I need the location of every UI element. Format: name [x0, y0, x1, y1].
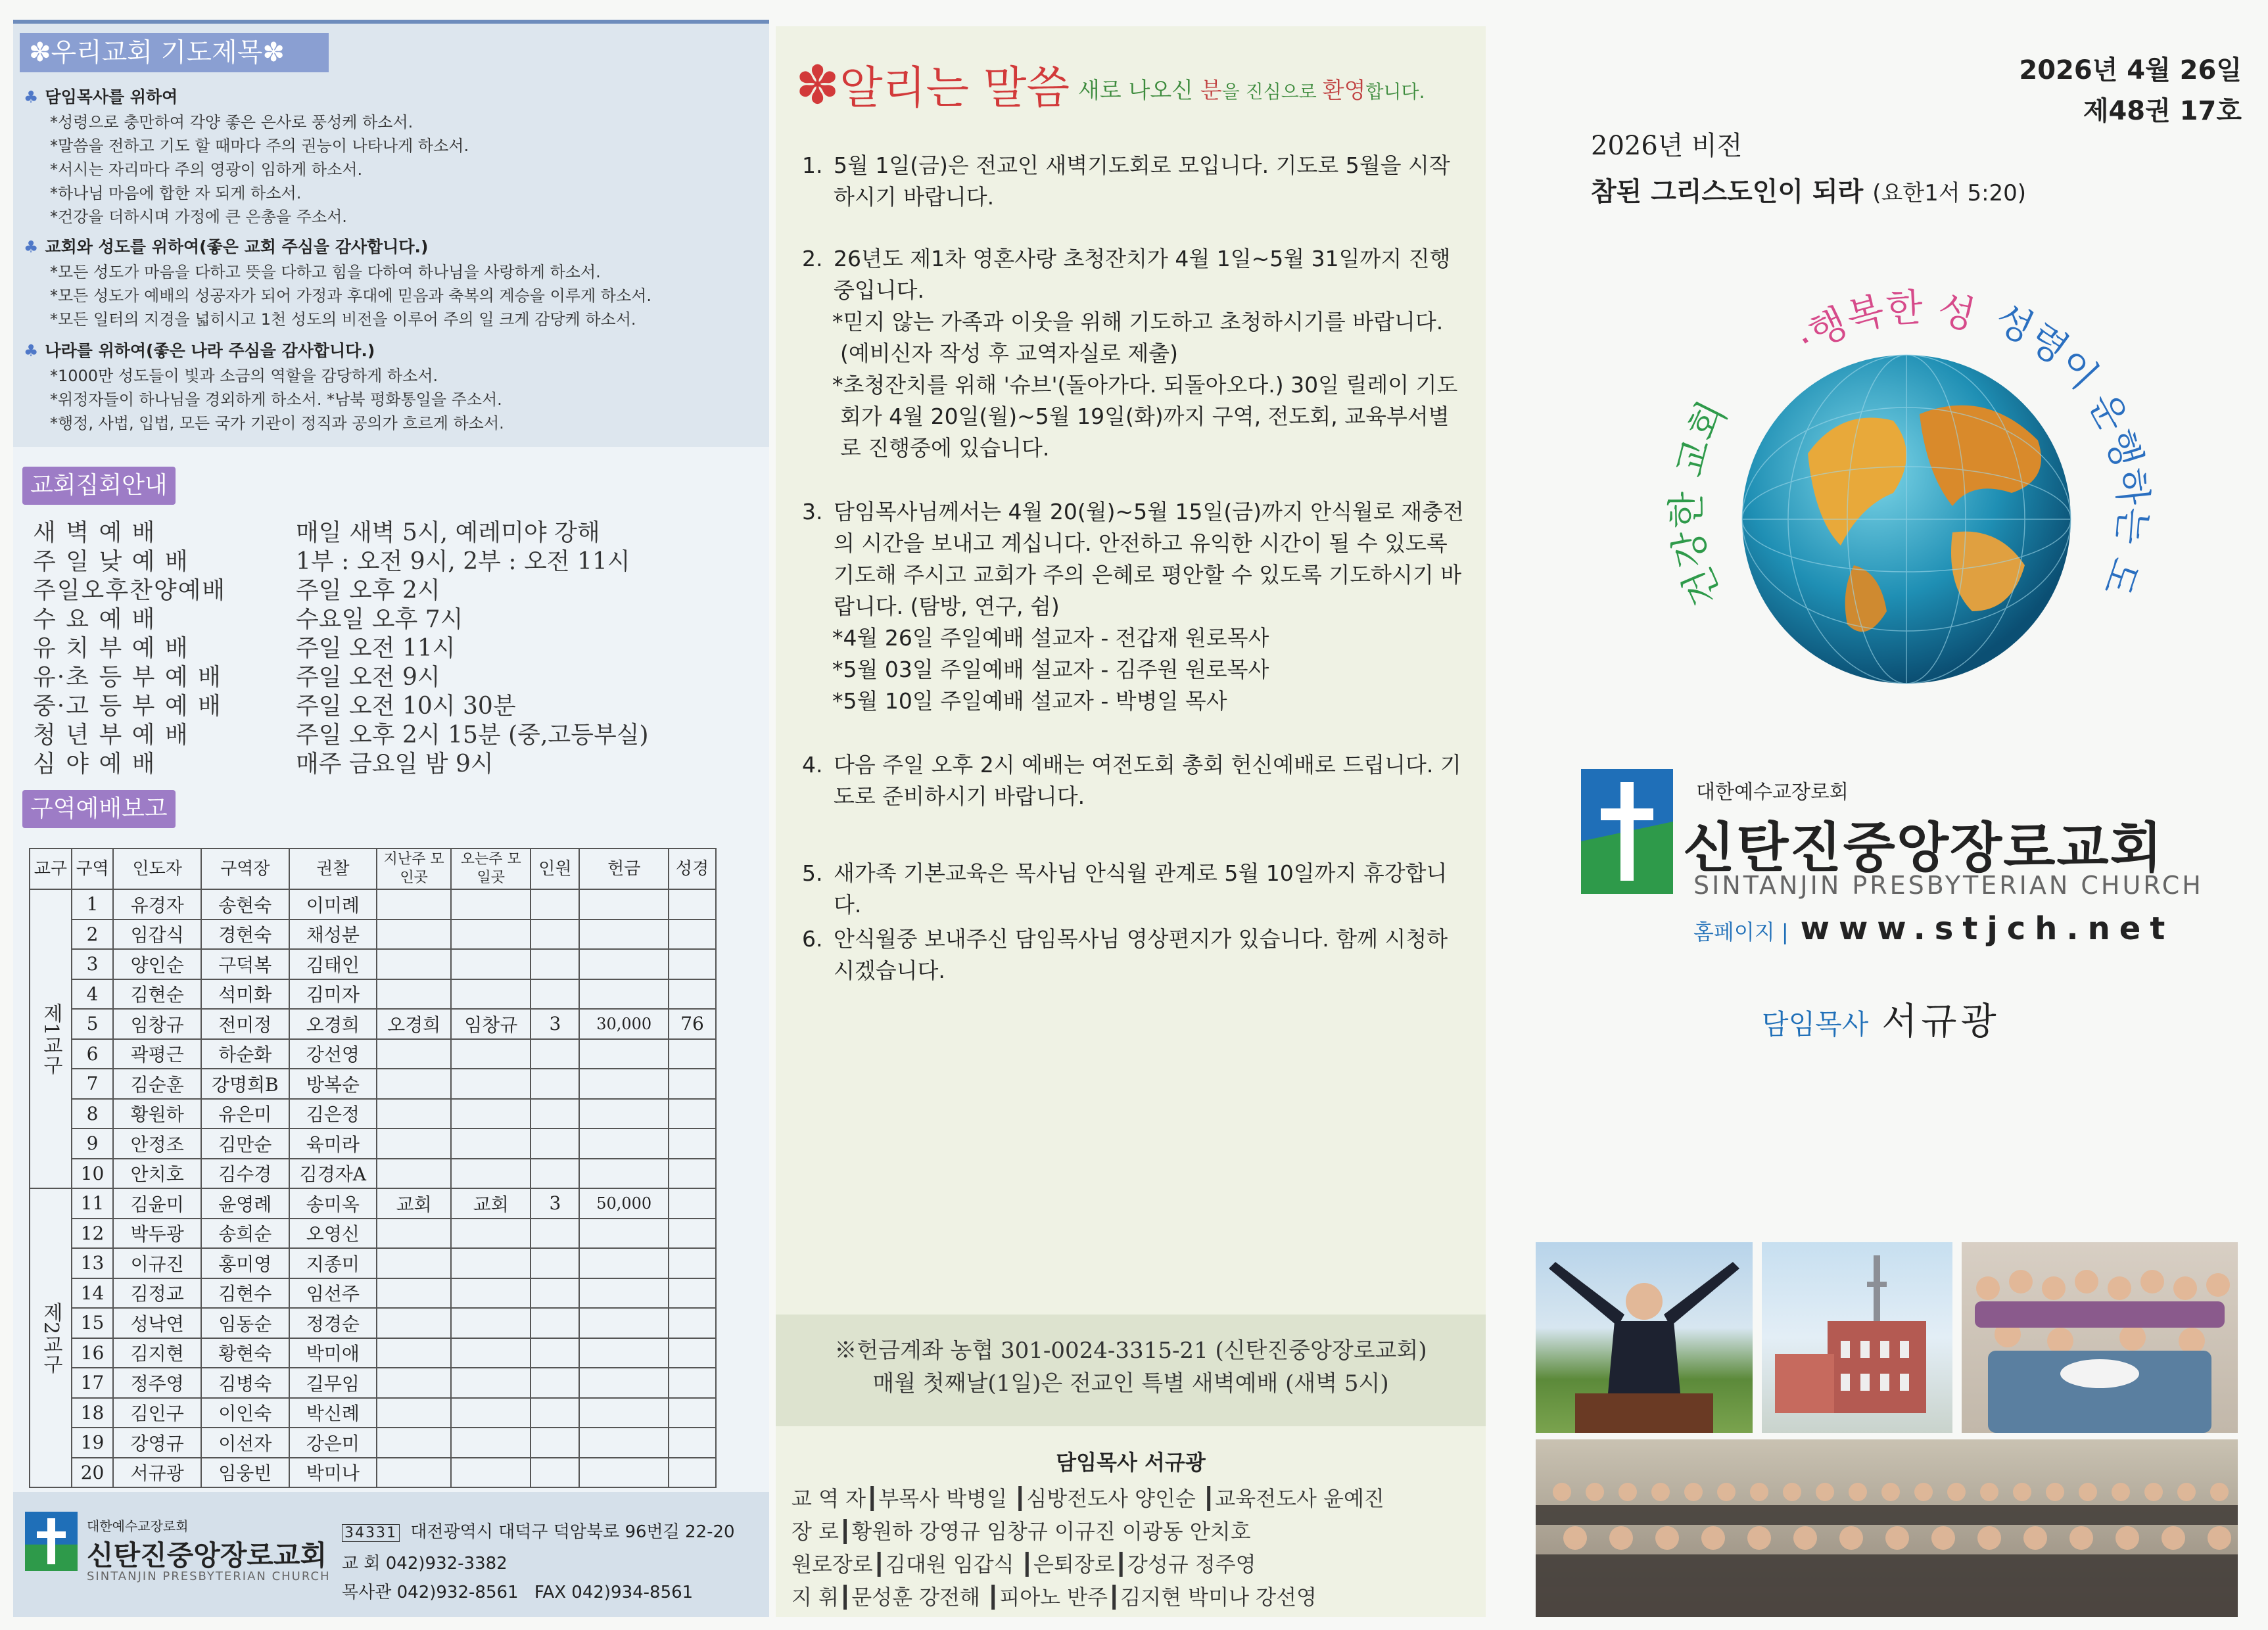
footer-church-name: 신탄진중앙장로교회 — [87, 1539, 327, 1572]
table-cell: 김수경 — [201, 1159, 289, 1189]
table-cell: 20 — [72, 1458, 114, 1488]
table-cell — [669, 1069, 716, 1099]
schedule-row: 새 벽 예 배 매일 새벽 5시, 예레미야 강해 — [33, 519, 600, 546]
table-cell: 정경순 — [289, 1308, 377, 1338]
col-header: 교구 — [30, 849, 72, 889]
table-cell: 임웅빈 — [201, 1458, 289, 1488]
table-cell: 30,000 — [579, 1009, 669, 1039]
table-cell — [377, 949, 451, 979]
homepage-link[interactable]: 홈페이지 | www.stjch.net — [1693, 910, 2175, 947]
table-cell: 하순화 — [201, 1039, 289, 1069]
table-cell — [451, 1069, 531, 1099]
table-cell — [579, 949, 669, 979]
table-cell — [579, 1368, 669, 1398]
staff-row: 원로장로┃김대원 임갑식 ┃은퇴장로┃강성규 정주영 — [791, 1552, 1256, 1577]
table-cell: 6 — [72, 1039, 114, 1069]
prayer-line: *모든 성도가 마음을 다하고 뜻을 다하고 힘을 다하여 하나님을 사랑하게 하소서. — [50, 263, 601, 281]
table-cell — [377, 1219, 451, 1249]
district-report-table — [29, 848, 717, 1488]
table-cell — [451, 1428, 531, 1458]
table-cell — [579, 1069, 669, 1099]
table-cell: 교회 — [377, 1188, 451, 1219]
table-cell — [531, 1219, 579, 1249]
table-cell: 50,000 — [579, 1188, 669, 1219]
table-cell — [377, 1308, 451, 1338]
table-cell: 안정조 — [113, 1129, 201, 1159]
table-cell: 김만순 — [201, 1129, 289, 1159]
prayer-line: *하나님 마음에 합한 자 되게 하소서. — [50, 184, 302, 202]
prayer-line: *성령으로 충만하여 각양 좋은 은사로 풍성케 하소서. — [50, 113, 413, 131]
table-cell — [579, 1398, 669, 1428]
staff-row: 장 로┃황원하 강영규 임창규 이규진 이광동 안치호 — [791, 1519, 1251, 1544]
table-cell — [669, 1338, 716, 1368]
table-cell — [531, 1338, 579, 1368]
table-cell — [579, 1219, 669, 1249]
col-header: 구역장 — [201, 849, 289, 889]
staff-row: 지 휘┃문성훈 강전해 ┃피아노 반주┃김지현 박미나 강선영 — [791, 1585, 1317, 1610]
prayer-line: *모든 일터의 지경을 넓히시고 1천 성도의 비전을 이루어 주의 일 크게 감당케 하소서. — [50, 310, 636, 329]
table-row — [30, 1129, 716, 1159]
table-cell — [579, 1308, 669, 1338]
table-cell — [579, 1039, 669, 1069]
table-cell: 성낙연 — [113, 1308, 201, 1338]
prayer-line: *말씀을 전하고 기도 할 때마다 주의 권능이 나타나게 하소서. — [50, 137, 469, 155]
table-row — [30, 1248, 716, 1278]
table-cell — [669, 949, 716, 979]
col-header: 헌금 — [579, 849, 669, 889]
table-cell — [377, 1428, 451, 1458]
table-body — [30, 889, 716, 1487]
table-cell: 2 — [72, 920, 114, 950]
table-cell: 이규진 — [113, 1248, 201, 1278]
table-cell: 황원하 — [113, 1099, 201, 1129]
table-row — [30, 1308, 716, 1338]
asterisk-icon: ✽ — [795, 55, 840, 116]
table-cell: 구덕복 — [201, 949, 289, 979]
table-cell — [669, 889, 716, 920]
table-cell — [451, 979, 531, 1010]
schedule-row: 유·초 등 부 예 배 주일 오전 9시 — [33, 664, 440, 691]
worship-service-photo — [1536, 1439, 2238, 1617]
table-cell — [579, 1099, 669, 1129]
table-row — [30, 1278, 716, 1309]
table-cell — [377, 1368, 451, 1398]
prayer-line: *위정자들이 하나님을 경외하게 하소서. *남북 평화통일을 주소서. — [50, 390, 502, 409]
table-cell: 임창규 — [113, 1009, 201, 1039]
table-cell: 이선자 — [201, 1428, 289, 1458]
notice-item: 6. 안식월중 보내주신 담임목사님 영상편지가 있습니다. 함께 시청하시겠습니다. — [802, 926, 1448, 983]
table-cell: 3 — [72, 949, 114, 979]
table-cell: 전미정 — [201, 1009, 289, 1039]
table-cell: 길무임 — [289, 1368, 377, 1398]
table-cell: 김지현 — [113, 1338, 201, 1368]
col-header: 인도자 — [113, 849, 201, 889]
table-cell: 오경희 — [377, 1009, 451, 1039]
table-row — [30, 1398, 716, 1428]
table-cell — [579, 1248, 669, 1278]
parish-cell: 제2교구 — [30, 1188, 72, 1487]
table-cell — [451, 1278, 531, 1309]
table-cell: 김순훈 — [113, 1069, 201, 1099]
staff-row: 교 역 자┃부목사 박병일 ┃심방전도사 양인순 ┃교육전도사 윤예진 — [791, 1486, 1384, 1511]
table-cell — [531, 1398, 579, 1428]
footer-manse-tel: 목사관 042)932-8561 FAX 042)934-8561 — [342, 1583, 694, 1602]
table-cell — [451, 1368, 531, 1398]
table-cell — [669, 920, 716, 950]
table-cell — [451, 949, 531, 979]
table-cell: 76 — [669, 1009, 716, 1039]
vision-year: 2026년 비전 — [1591, 131, 1743, 161]
table-cell: 이인숙 — [201, 1398, 289, 1428]
table-cell: 10 — [72, 1159, 114, 1189]
table-cell — [531, 1069, 579, 1099]
table-cell — [531, 1278, 579, 1309]
prayer-line: *모든 성도가 예배의 성공자가 되어 가정과 후대에 믿음과 축복의 계승을 이루게 하소서. — [50, 287, 651, 305]
schedule-row: 중·고 등 부 예 배 주일 오전 10시 30분 — [33, 693, 516, 720]
notice-item: 2. 26년도 제1차 영혼사랑 초청잔치가 4월 1일~5월 31일까지 진행중입니다. *믿지 않는 가족과 이웃을 위해 기도하고 초청하시기를 바랍니다. (예비신자 작성 후 교역자실로 제출) *초청잔치를 위해 '슈브'(돌아가다. 되돌아오다.) 30일 릴레이 기도회가 4월 20일(월)~5월 19일(화)까지 구역, 전도회, 교육부서별로 진행중에 있습니다. — [802, 246, 1458, 461]
table-cell — [579, 1129, 669, 1159]
table-row — [30, 1159, 716, 1189]
church-logo-icon — [1581, 769, 1673, 894]
table-cell — [377, 1278, 451, 1309]
table-cell: 3 — [531, 1009, 579, 1039]
table-cell — [669, 1458, 716, 1488]
table-cell: 방복순 — [289, 1069, 377, 1099]
table-cell: 김인구 — [113, 1398, 201, 1428]
table-cell: 11 — [72, 1188, 114, 1219]
report-title: 구역예배보고 — [22, 790, 176, 828]
table-cell: 김정교 — [113, 1278, 201, 1309]
table-cell — [531, 1428, 579, 1458]
table-cell — [579, 1428, 669, 1458]
table-cell — [531, 1159, 579, 1189]
table-cell — [669, 1248, 716, 1278]
table-row — [30, 1458, 716, 1488]
pastor-figure-icon — [1536, 1242, 1753, 1433]
table-row — [30, 889, 716, 920]
cover-church-name-en: SINTANJIN PRESBYTERIAN CHURCH — [1693, 871, 2204, 900]
table-cell: 임선주 — [289, 1278, 377, 1309]
table-cell: 8 — [72, 1099, 114, 1129]
notice-item: 1. 5월 1일(금)은 전교인 새벽기도회로 모입니다. 기도로 5월을 시작하시기 바랍니다. — [802, 152, 1450, 210]
table-cell: 7 — [72, 1069, 114, 1099]
prayer-section — [13, 20, 769, 447]
table-cell — [579, 979, 669, 1010]
table-cell: 송희순 — [201, 1219, 289, 1249]
prayer-line: *행정, 사법, 입법, 모든 국가 기관이 정직과 공의가 흐르게 하소서. — [50, 414, 504, 432]
church-logo-icon — [25, 1512, 78, 1571]
table-cell — [531, 949, 579, 979]
table-cell: 김미자 — [289, 979, 377, 1010]
table-row — [30, 1219, 716, 1249]
table-cell: 1 — [72, 889, 114, 920]
col-header: 인원 — [531, 849, 579, 889]
table-cell: 육미라 — [289, 1129, 377, 1159]
table-cell: 윤영례 — [201, 1188, 289, 1219]
table-row — [30, 1069, 716, 1099]
table-cell — [531, 1129, 579, 1159]
table-row — [30, 1368, 716, 1398]
table-cell — [377, 1069, 451, 1099]
table-row — [30, 1009, 716, 1039]
schedule-title: 교회집회안내 — [22, 467, 176, 505]
table-cell — [451, 1308, 531, 1338]
table-cell — [451, 1398, 531, 1428]
notice-title: ✽알리는 말씀 — [795, 55, 1070, 116]
table-cell: 서규광 — [113, 1458, 201, 1488]
table-cell: 강선영 — [289, 1039, 377, 1069]
notice-subtitle: 새로 나오신 분을 진심으로 환영합니다. — [1078, 78, 1425, 104]
table-cell: 유경자 — [113, 889, 201, 920]
table-cell: 16 — [72, 1338, 114, 1368]
prayer-line: *건강을 더하시며 가정에 큰 은총을 주소서. — [50, 208, 347, 226]
pastor-photo — [1536, 1242, 1753, 1433]
table-cell: 곽평근 — [113, 1039, 201, 1069]
table-cell: 김병숙 — [201, 1368, 289, 1398]
schedule-row: 수 요 예 배 수요일 오후 7시 — [33, 606, 463, 633]
table-cell: 박두광 — [113, 1219, 201, 1249]
table-cell — [669, 1219, 716, 1249]
table-cell: 박미나 — [289, 1458, 377, 1488]
table-cell — [669, 1159, 716, 1189]
table-cell: 19 — [72, 1428, 114, 1458]
left-panel — [13, 20, 769, 1617]
table-cell: 17 — [72, 1368, 114, 1398]
table-cell: 김은정 — [289, 1099, 377, 1129]
table-cell — [531, 1099, 579, 1129]
table-row — [30, 1099, 716, 1129]
church-building-photo — [1762, 1242, 1952, 1433]
table-cell: 이미례 — [289, 889, 377, 920]
table-cell: 5 — [72, 1009, 114, 1039]
table-cell — [531, 1039, 579, 1069]
table-cell — [451, 1458, 531, 1488]
issue-date: 2026년 4월 26일 제48권 17호 — [2019, 55, 2242, 126]
table-cell — [377, 1338, 451, 1368]
middle-panel — [776, 26, 1486, 1617]
prayer-heading: ♣ 나라를 위하여(좋은 나라 주심을 감사합니다.) — [24, 341, 375, 360]
table-cell — [377, 1039, 451, 1069]
left-footer — [13, 1492, 769, 1617]
table-cell: 18 — [72, 1398, 114, 1428]
vision-arc-text: 성령이 운행하는 도 — [1988, 295, 2156, 602]
table-row — [30, 979, 716, 1010]
col-header: 지난주 모인곳 — [377, 849, 451, 889]
table-cell — [377, 889, 451, 920]
notice-item: 3. 담임목사님께서는 4월 20(월)~5월 15일(금)까지 안식월로 재충전의 시간을 보내고 계십니다. 안전하고 유익한 시간이 될 수 있도록 기도해 주시고 교회가 주의 은혜로 평안할 수 있도록 기도하시기 바랍니다. (탐방, 연구, 쉼) *4월 26일 주일예배 설교자 - 전갑재 원로목사 *5월 03일 주일예배 설교자 - 김주원 원로목사 *5월 10일 주일예배 설교자 - 박병일 목사 — [802, 499, 1464, 714]
table-cell: 오경희 — [289, 1009, 377, 1039]
table-cell — [451, 1129, 531, 1159]
table-cell: 황현숙 — [201, 1338, 289, 1368]
table-cell — [669, 1308, 716, 1338]
table-cell: 강영규 — [113, 1428, 201, 1458]
table-cell: 임동순 — [201, 1308, 289, 1338]
table-cell — [377, 979, 451, 1010]
congregation-icon — [1536, 1439, 2238, 1617]
table-cell — [377, 1398, 451, 1428]
vision-arc-text: ·행복한 성 — [1788, 285, 1979, 363]
vision-arc-text: 건강한 교회 — [1664, 394, 1736, 613]
table-cell — [579, 1278, 669, 1309]
table-row — [30, 920, 716, 950]
table-cell — [669, 1428, 716, 1458]
notice-item: 5. 새가족 기본교육은 목사님 안식월 관계로 5월 10일까지 휴강합니다. — [802, 860, 1448, 918]
vision-text: 참된 그리스도인이 되라 (요한1서 5:20) — [1591, 177, 2027, 207]
table-cell — [579, 889, 669, 920]
table-cell — [531, 1308, 579, 1338]
table-cell — [669, 1099, 716, 1129]
table-cell — [451, 1248, 531, 1278]
table-cell: 유은미 — [201, 1099, 289, 1129]
parish-cell: 제1교구 — [30, 889, 72, 1188]
table-cell — [531, 1368, 579, 1398]
col-header: 오는주 모일곳 — [451, 849, 531, 889]
table-cell: 김현순 — [113, 979, 201, 1010]
table-cell — [531, 889, 579, 920]
notice-item: 4. 다음 주일 오후 2시 예배는 여전도회 총회 헌신예배로 드립니다. 기도로 준비하시기 바랍니다. — [802, 752, 1461, 809]
table-cell — [377, 1458, 451, 1488]
table-cell — [377, 1099, 451, 1129]
table-cell — [579, 1338, 669, 1368]
table-cell — [531, 920, 579, 950]
prayer-line: *서시는 자리마다 주의 영광이 임하게 하소서. — [50, 160, 363, 179]
col-header: 성경 — [669, 849, 716, 889]
col-header: 권찰 — [289, 849, 377, 889]
table-cell: 김현수 — [201, 1278, 289, 1309]
schedule-row: 청 년 부 예 배 주일 오후 2시 15분 (중,고등부실) — [33, 722, 649, 749]
table-header-row — [30, 849, 716, 889]
prayer-heading: ♣ 교회와 성도를 위하여(좋은 교회 주심을 감사합니다.) — [24, 237, 429, 256]
offering-account: ※헌금계좌 농협 301-0024-3315-21 (신탄진중앙장로교회) 매월 첫째날(1일)은 전교인 특별 새벽예배 (새벽 5시) — [776, 1315, 1486, 1426]
table-cell: 강명희B — [201, 1069, 289, 1099]
table-row — [30, 1428, 716, 1458]
table-cell: 안치호 — [113, 1159, 201, 1189]
table-cell: 채성분 — [289, 920, 377, 950]
table-cell: 박미애 — [289, 1338, 377, 1368]
table-cell — [451, 1338, 531, 1368]
prayer-line: *1000만 성도들이 빛과 소금의 역할을 감당하게 하소서. — [50, 367, 438, 385]
table-cell: 15 — [72, 1308, 114, 1338]
footer-church-tel: 교 회 042)932-3382 — [342, 1554, 508, 1573]
footer-address: 34331 대전광역시 대덕구 덕암북로 96번길 22-20 — [342, 1518, 735, 1543]
table-cell — [377, 920, 451, 950]
cover-church-name: 신탄진중앙장로교회 — [1683, 817, 2163, 879]
table-cell: 강은미 — [289, 1428, 377, 1458]
table-cell — [669, 1188, 716, 1219]
church-building-icon — [1762, 1242, 1952, 1433]
table-cell: 지종미 — [289, 1248, 377, 1278]
table-cell — [451, 1099, 531, 1129]
table-cell — [531, 979, 579, 1010]
table-cell: 14 — [72, 1278, 114, 1309]
bullet-icon: ♣ — [24, 237, 39, 256]
col-header: 구역 — [72, 849, 114, 889]
table-cell — [451, 920, 531, 950]
staff-title: 담임목사 서규광 — [1056, 1450, 1206, 1475]
table-row — [30, 949, 716, 979]
table-cell: 박신례 — [289, 1398, 377, 1428]
table-cell: 김경자A — [289, 1159, 377, 1189]
table-cell — [377, 1129, 451, 1159]
table-cell — [377, 1159, 451, 1189]
table-cell — [669, 1368, 716, 1398]
table-cell: 송미옥 — [289, 1188, 377, 1219]
schedule-row: 주 일 낮 예 배 1부 : 오전 9시, 2부 : 오전 11시 — [33, 548, 630, 575]
table-cell — [579, 920, 669, 950]
table-cell — [669, 979, 716, 1010]
globe-emblem — [1643, 256, 2156, 743]
table-cell: 송현숙 — [201, 889, 289, 920]
table-cell — [579, 1159, 669, 1189]
senior-pastor: 담임목사 서규광 — [1762, 1000, 2000, 1043]
table-row — [30, 1338, 716, 1368]
table-row — [30, 1188, 716, 1219]
table-cell: 양인순 — [113, 949, 201, 979]
bullet-icon: ♣ — [24, 341, 39, 360]
table-cell: 임갑식 — [113, 920, 201, 950]
footer-church-name-en: SINTANJIN PRESBYTERIAN CHURCH — [87, 1570, 331, 1583]
group-people-icon — [1962, 1242, 2238, 1433]
table-cell: 김태인 — [289, 949, 377, 979]
table-cell: 경현숙 — [201, 920, 289, 950]
prayer-heading: ♣ 담임목사를 위하여 — [24, 87, 178, 106]
schedule-row: 유 치 부 예 배 주일 오전 11시 — [33, 635, 456, 662]
bullet-icon: ♣ — [24, 87, 39, 106]
table-cell: 12 — [72, 1219, 114, 1249]
table-cell: 임창규 — [451, 1009, 531, 1039]
table-cell: 4 — [72, 979, 114, 1010]
table-cell: 정주영 — [113, 1368, 201, 1398]
footer-denomination: 대한예수교장로회 — [87, 1518, 189, 1534]
table-cell: 홍미영 — [201, 1248, 289, 1278]
schedule-row: 심 야 예 배 매주 금요일 밤 9시 — [33, 751, 494, 778]
cover-denomination: 대한예수교장로회 — [1696, 781, 1849, 804]
prayer-title: ✽우리교회 기도제목✽ — [20, 33, 329, 72]
table-cell: 13 — [72, 1248, 114, 1278]
table-cell — [377, 1248, 451, 1278]
congregation-group-photo — [1962, 1242, 2238, 1433]
table-cell: 오영신 — [289, 1219, 377, 1249]
table-row — [30, 1039, 716, 1069]
schedule-row: 주일오후찬양예배 주일 오후 2시 — [33, 577, 440, 604]
globe-icon — [1643, 256, 2156, 743]
table-cell — [669, 1398, 716, 1428]
table-cell — [451, 1219, 531, 1249]
table-cell — [669, 1039, 716, 1069]
table-cell — [579, 1458, 669, 1488]
table-cell — [669, 1278, 716, 1309]
table-cell: 교회 — [451, 1188, 531, 1219]
table-cell: 김윤미 — [113, 1188, 201, 1219]
table-cell — [451, 889, 531, 920]
table-cell: 9 — [72, 1129, 114, 1159]
table-cell — [669, 1129, 716, 1159]
table-cell — [451, 1039, 531, 1069]
table-cell: 3 — [531, 1188, 579, 1219]
cover-panel — [1499, 13, 2261, 1623]
table-cell — [531, 1248, 579, 1278]
table-cell — [451, 1159, 531, 1189]
table-cell: 석미화 — [201, 979, 289, 1010]
table-cell — [531, 1458, 579, 1488]
